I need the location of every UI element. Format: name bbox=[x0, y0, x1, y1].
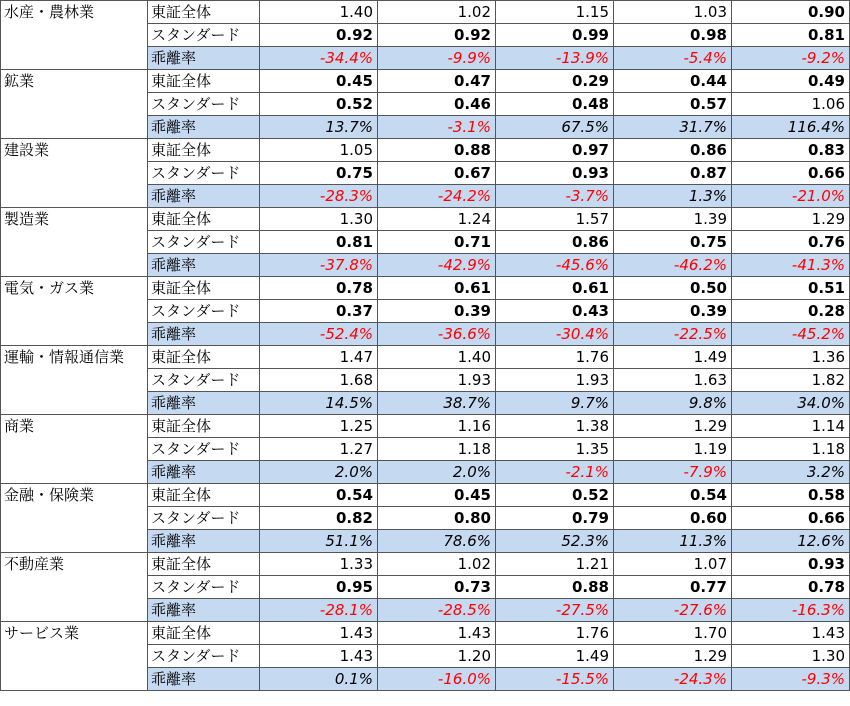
standard-value: 1.93 bbox=[378, 369, 496, 392]
deviation-value: -24.3% bbox=[614, 668, 732, 691]
standard-value: 0.99 bbox=[496, 24, 614, 47]
tse-label: 東証全体 bbox=[148, 277, 260, 300]
standard-value: 0.93 bbox=[496, 162, 614, 185]
standard-label: スタンダード bbox=[148, 645, 260, 668]
standard-value: 0.81 bbox=[260, 231, 378, 254]
deviation-label: 乖離率 bbox=[148, 392, 260, 415]
deviation-label: 乖離率 bbox=[148, 254, 260, 277]
standard-label: スタンダード bbox=[148, 24, 260, 47]
tse-value: 0.93 bbox=[732, 553, 850, 576]
tse-label: 東証全体 bbox=[148, 1, 260, 24]
deviation-value: -28.3% bbox=[260, 185, 378, 208]
tse-value: 1.38 bbox=[496, 415, 614, 438]
standard-value: 0.79 bbox=[496, 507, 614, 530]
tse-value: 0.44 bbox=[614, 70, 732, 93]
tse-value: 1.76 bbox=[496, 622, 614, 645]
deviation-label: 乖離率 bbox=[148, 461, 260, 484]
deviation-value: -45.6% bbox=[496, 254, 614, 277]
tse-value: 1.40 bbox=[378, 346, 496, 369]
tse-row bbox=[1, 484, 850, 507]
deviation-value: 51.1% bbox=[260, 530, 378, 553]
standard-value: 0.66 bbox=[732, 162, 850, 185]
deviation-label: 乖離率 bbox=[148, 323, 260, 346]
standard-value: 0.39 bbox=[614, 300, 732, 323]
deviation-value: -41.3% bbox=[732, 254, 850, 277]
deviation-label: 乖離率 bbox=[148, 47, 260, 70]
standard-value: 0.82 bbox=[260, 507, 378, 530]
industry-name: 電気・ガス業 bbox=[1, 277, 148, 346]
deviation-value: -37.8% bbox=[260, 254, 378, 277]
deviation-value: -3.7% bbox=[496, 185, 614, 208]
tse-value: 1.39 bbox=[614, 208, 732, 231]
standard-value: 1.35 bbox=[496, 438, 614, 461]
deviation-value: 34.0% bbox=[732, 392, 850, 415]
deviation-value: -46.2% bbox=[614, 254, 732, 277]
standard-value: 1.49 bbox=[496, 645, 614, 668]
tse-value: 0.54 bbox=[260, 484, 378, 507]
table-body bbox=[1, 1, 850, 691]
standard-value: 1.06 bbox=[732, 93, 850, 116]
deviation-value: -9.9% bbox=[378, 47, 496, 70]
tse-value: 1.57 bbox=[496, 208, 614, 231]
deviation-value: -3.1% bbox=[378, 116, 496, 139]
deviation-value: -2.1% bbox=[496, 461, 614, 484]
deviation-value: 11.3% bbox=[614, 530, 732, 553]
tse-value: 1.47 bbox=[260, 346, 378, 369]
standard-value: 0.95 bbox=[260, 576, 378, 599]
standard-value: 1.68 bbox=[260, 369, 378, 392]
standard-value: 0.37 bbox=[260, 300, 378, 323]
standard-value: 0.98 bbox=[614, 24, 732, 47]
tse-value: 0.50 bbox=[614, 277, 732, 300]
tse-value: 1.05 bbox=[260, 139, 378, 162]
tse-value: 1.15 bbox=[496, 1, 614, 24]
tse-label: 東証全体 bbox=[148, 208, 260, 231]
industry-name: 運輸・情報通信業 bbox=[1, 346, 148, 415]
industry-name: 金融・保険業 bbox=[1, 484, 148, 553]
standard-value: 0.39 bbox=[378, 300, 496, 323]
industry-name: サービス業 bbox=[1, 622, 148, 691]
tse-value: 1.43 bbox=[260, 622, 378, 645]
tse-row bbox=[1, 553, 850, 576]
standard-value: 1.27 bbox=[260, 438, 378, 461]
deviation-value: 12.6% bbox=[732, 530, 850, 553]
deviation-value: -52.4% bbox=[260, 323, 378, 346]
standard-value: 0.43 bbox=[496, 300, 614, 323]
deviation-value: 13.7% bbox=[260, 116, 378, 139]
tse-row bbox=[1, 139, 850, 162]
tse-value: 1.40 bbox=[260, 1, 378, 24]
deviation-label: 乖離率 bbox=[148, 116, 260, 139]
tse-value: 1.25 bbox=[260, 415, 378, 438]
standard-value: 1.18 bbox=[732, 438, 850, 461]
standard-value: 1.20 bbox=[378, 645, 496, 668]
tse-value: 0.88 bbox=[378, 139, 496, 162]
standard-value: 0.92 bbox=[378, 24, 496, 47]
industry-name: 水産・農林業 bbox=[1, 1, 148, 70]
industry-name: 鉱業 bbox=[1, 70, 148, 139]
deviation-value: -42.9% bbox=[378, 254, 496, 277]
standard-label: スタンダード bbox=[148, 93, 260, 116]
tse-value: 1.36 bbox=[732, 346, 850, 369]
standard-value: 1.19 bbox=[614, 438, 732, 461]
standard-value: 0.92 bbox=[260, 24, 378, 47]
deviation-value: -34.4% bbox=[260, 47, 378, 70]
standard-value: 0.60 bbox=[614, 507, 732, 530]
deviation-value: 67.5% bbox=[496, 116, 614, 139]
deviation-value: -9.2% bbox=[732, 47, 850, 70]
tse-row bbox=[1, 346, 850, 369]
standard-label: スタンダード bbox=[148, 369, 260, 392]
deviation-label: 乖離率 bbox=[148, 185, 260, 208]
standard-label: スタンダード bbox=[148, 576, 260, 599]
standard-value: 0.48 bbox=[496, 93, 614, 116]
tse-value: 1.24 bbox=[378, 208, 496, 231]
tse-row bbox=[1, 277, 850, 300]
deviation-value: 31.7% bbox=[614, 116, 732, 139]
tse-value: 1.33 bbox=[260, 553, 378, 576]
standard-value: 0.71 bbox=[378, 231, 496, 254]
tse-value: 0.61 bbox=[496, 277, 614, 300]
deviation-value: 78.6% bbox=[378, 530, 496, 553]
tse-row bbox=[1, 622, 850, 645]
standard-value: 0.73 bbox=[378, 576, 496, 599]
deviation-value: -7.9% bbox=[614, 461, 732, 484]
tse-label: 東証全体 bbox=[148, 139, 260, 162]
deviation-value: -27.6% bbox=[614, 599, 732, 622]
deviation-value: 2.0% bbox=[260, 461, 378, 484]
standard-value: 0.88 bbox=[496, 576, 614, 599]
tse-label: 東証全体 bbox=[148, 70, 260, 93]
deviation-label: 乖離率 bbox=[148, 599, 260, 622]
tse-label: 東証全体 bbox=[148, 346, 260, 369]
tse-row bbox=[1, 415, 850, 438]
tse-value: 0.45 bbox=[260, 70, 378, 93]
tse-value: 0.83 bbox=[732, 139, 850, 162]
tse-value: 1.49 bbox=[614, 346, 732, 369]
standard-value: 1.43 bbox=[260, 645, 378, 668]
standard-value: 0.66 bbox=[732, 507, 850, 530]
standard-value: 1.63 bbox=[614, 369, 732, 392]
tse-value: 1.76 bbox=[496, 346, 614, 369]
standard-value: 0.81 bbox=[732, 24, 850, 47]
tse-value: 0.54 bbox=[614, 484, 732, 507]
deviation-value: -16.0% bbox=[378, 668, 496, 691]
tse-value: 0.58 bbox=[732, 484, 850, 507]
tse-row bbox=[1, 70, 850, 93]
deviation-value: -28.1% bbox=[260, 599, 378, 622]
standard-label: スタンダード bbox=[148, 162, 260, 185]
tse-value: 0.45 bbox=[378, 484, 496, 507]
tse-value: 0.90 bbox=[732, 1, 850, 24]
standard-value: 0.86 bbox=[496, 231, 614, 254]
tse-value: 1.21 bbox=[496, 553, 614, 576]
standard-value: 0.46 bbox=[378, 93, 496, 116]
tse-label: 東証全体 bbox=[148, 622, 260, 645]
industry-name: 商業 bbox=[1, 415, 148, 484]
standard-value: 0.75 bbox=[260, 162, 378, 185]
deviation-value: -36.6% bbox=[378, 323, 496, 346]
deviation-value: -27.5% bbox=[496, 599, 614, 622]
standard-value: 0.87 bbox=[614, 162, 732, 185]
tse-value: 1.07 bbox=[614, 553, 732, 576]
standard-value: 0.77 bbox=[614, 576, 732, 599]
tse-value: 1.43 bbox=[732, 622, 850, 645]
deviation-value: 9.8% bbox=[614, 392, 732, 415]
standard-value: 0.75 bbox=[614, 231, 732, 254]
deviation-value: -5.4% bbox=[614, 47, 732, 70]
deviation-label: 乖離率 bbox=[148, 668, 260, 691]
standard-value: 0.76 bbox=[732, 231, 850, 254]
deviation-value: -21.0% bbox=[732, 185, 850, 208]
tse-value: 1.29 bbox=[732, 208, 850, 231]
deviation-value: 0.1% bbox=[260, 668, 378, 691]
tse-value: 0.49 bbox=[732, 70, 850, 93]
tse-value: 1.43 bbox=[378, 622, 496, 645]
deviation-value: -28.5% bbox=[378, 599, 496, 622]
standard-label: スタンダード bbox=[148, 507, 260, 530]
tse-value: 0.61 bbox=[378, 277, 496, 300]
deviation-value: 9.7% bbox=[496, 392, 614, 415]
tse-value: 0.78 bbox=[260, 277, 378, 300]
standard-label: スタンダード bbox=[148, 300, 260, 323]
tse-value: 1.02 bbox=[378, 553, 496, 576]
deviation-value: -15.5% bbox=[496, 668, 614, 691]
deviation-value: 52.3% bbox=[496, 530, 614, 553]
deviation-value: -16.3% bbox=[732, 599, 850, 622]
tse-value: 1.16 bbox=[378, 415, 496, 438]
tse-value: 1.02 bbox=[378, 1, 496, 24]
standard-value: 0.52 bbox=[260, 93, 378, 116]
deviation-value: 14.5% bbox=[260, 392, 378, 415]
deviation-label: 乖離率 bbox=[148, 530, 260, 553]
tse-value: 1.14 bbox=[732, 415, 850, 438]
deviation-value: -22.5% bbox=[614, 323, 732, 346]
tse-label: 東証全体 bbox=[148, 415, 260, 438]
tse-value: 0.97 bbox=[496, 139, 614, 162]
standard-value: 0.28 bbox=[732, 300, 850, 323]
tse-value: 1.30 bbox=[260, 208, 378, 231]
tse-value: 1.03 bbox=[614, 1, 732, 24]
deviation-value: -45.2% bbox=[732, 323, 850, 346]
tse-value: 0.86 bbox=[614, 139, 732, 162]
industry-name: 製造業 bbox=[1, 208, 148, 277]
standard-value: 1.30 bbox=[732, 645, 850, 668]
tse-label: 東証全体 bbox=[148, 553, 260, 576]
deviation-value: 1.3% bbox=[614, 185, 732, 208]
deviation-value: -24.2% bbox=[378, 185, 496, 208]
tse-value: 0.51 bbox=[732, 277, 850, 300]
deviation-value: 3.2% bbox=[732, 461, 850, 484]
standard-value: 0.57 bbox=[614, 93, 732, 116]
deviation-value: -9.3% bbox=[732, 668, 850, 691]
tse-value: 0.47 bbox=[378, 70, 496, 93]
standard-value: 1.82 bbox=[732, 369, 850, 392]
tse-value: 1.29 bbox=[614, 415, 732, 438]
industry-name: 建設業 bbox=[1, 139, 148, 208]
deviation-value: -30.4% bbox=[496, 323, 614, 346]
tse-value: 0.52 bbox=[496, 484, 614, 507]
standard-value: 1.93 bbox=[496, 369, 614, 392]
standard-value: 1.29 bbox=[614, 645, 732, 668]
industry-name: 不動産業 bbox=[1, 553, 148, 622]
tse-value: 1.70 bbox=[614, 622, 732, 645]
standard-value: 0.67 bbox=[378, 162, 496, 185]
standard-value: 1.18 bbox=[378, 438, 496, 461]
standard-label: スタンダード bbox=[148, 438, 260, 461]
deviation-value: 38.7% bbox=[378, 392, 496, 415]
standard-label: スタンダード bbox=[148, 231, 260, 254]
deviation-value: 116.4% bbox=[732, 116, 850, 139]
tse-label: 東証全体 bbox=[148, 484, 260, 507]
standard-value: 0.80 bbox=[378, 507, 496, 530]
deviation-value: 2.0% bbox=[378, 461, 496, 484]
deviation-value: -13.9% bbox=[496, 47, 614, 70]
standard-value: 0.78 bbox=[732, 576, 850, 599]
tse-value: 0.29 bbox=[496, 70, 614, 93]
tse-row bbox=[1, 1, 850, 24]
tse-row bbox=[1, 208, 850, 231]
